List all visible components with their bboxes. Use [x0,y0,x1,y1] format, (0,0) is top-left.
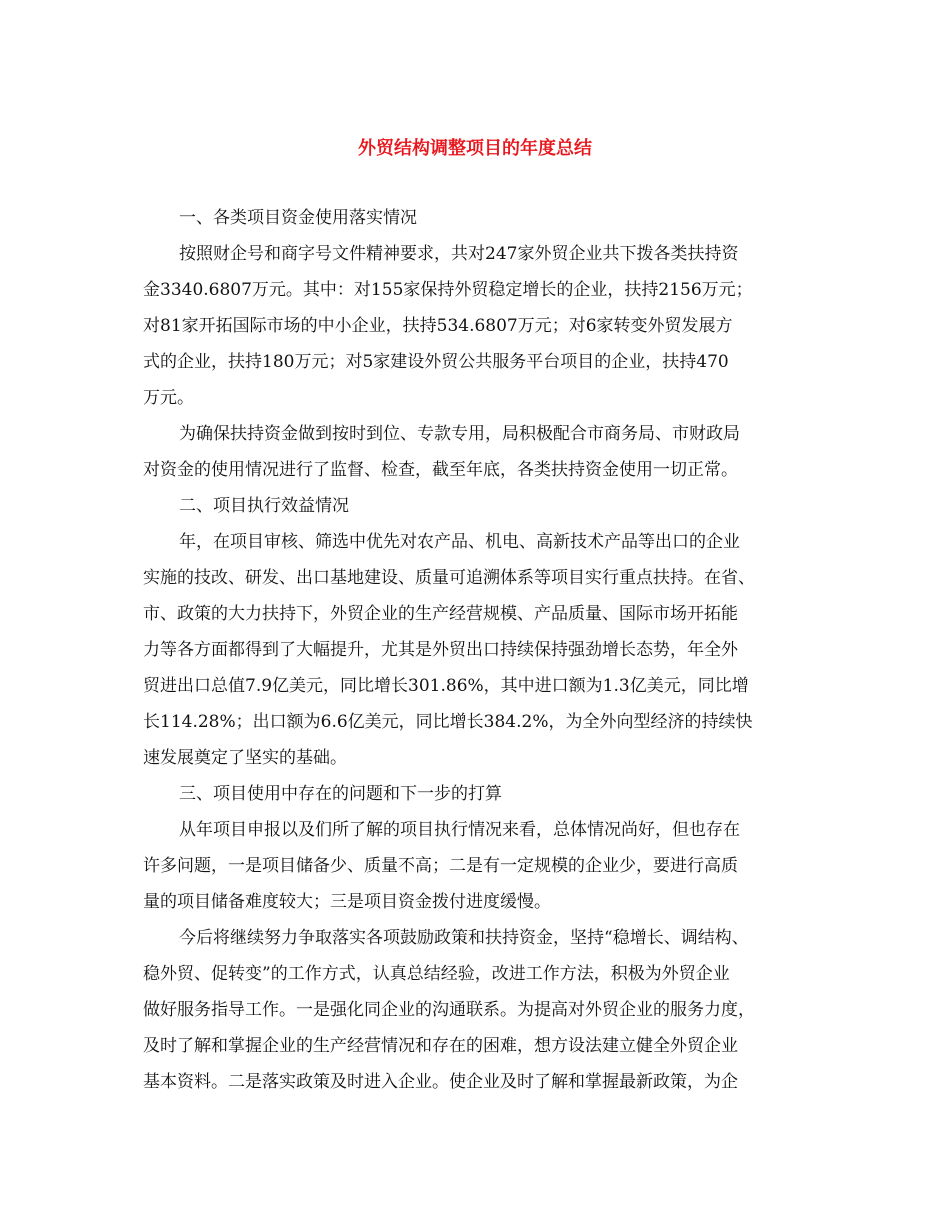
paragraph-problems: 从年项目申报以及们所了解的项目执行情况来看，总体情况尚好，但也存在 许多问题，一是项目储备少、质量不高；二是有一定规模的企业少，要进行高质 量的项目储备难度较大；三是项目资金拨付进度缓慢。 [143,820,740,912]
paragraph-next-steps: 今后将继续努力争取落实各项鼓励政策和扶持资金，坚持“稳增长、调结构、 稳外贸、促转变”的工作方式，认真总结经验，改进工作方法，积极为外贸企业 做好服务指导工作。一是强化同企业的沟通联系。为提高对外贸企业的服务力度， 及时了解和掌握企业的生产经营情况和存在的困难，想方设法建立健全外贸企业 基本资料。二是落实政策及时进入企业。使企业及时了解和掌握最新政策，为企 [143,928,755,1092]
section-heading-2: 二、项目执行效益情况 [179,496,349,516]
paragraph-project-results: 年，在项目审核、筛选中优先对农产品、机电、高新技术产品等出口的企业 实施的技改、研发、出口基地建设、质量可追溯体系等项目实行重点扶持。在省、 市、政策的大力扶持下，外贸企业的生产经营规模、产品质量、国际市场开拓能 力等各方面都得到了大幅提升，尤其是外贸出口持续保持强劲增长态势，年全外 贸进出口总值7.9亿美元，同比增长301.86%，其中进口额为1.3亿美元，同比增 长114.28%；出口额为6.6亿美元，同比增长384.2%，为全外向型经济的持续快 速发展奠定了坚实的基础。 [143,532,755,768]
section-heading-3: 三、项目使用中存在的问题和下一步的打算 [179,784,502,804]
section-heading-1: 一、各类项目资金使用落实情况 [179,208,417,228]
document-body [143,200,813,1100]
document-title: 外贸结构调整项目的年度总结 [358,138,592,159]
paragraph-fund-supervision: 为确保扶持资金做到按时到位、专款专用，局积极配合市商务局、市财政局 对资金的使用情况进行了监督、检查，截至年底，各类扶持资金使用一切正常。 [143,424,740,480]
paragraph-funding-allocation: 按照财企号和商字号文件精神要求，共对247家外贸企业共下拨各类扶持资 金3340.6807万元。其中：对155家保持外贸稳定增长的企业，扶持2156万元； 对81家开拓国际市场的中小企业，扶持534.6807万元；对6家转变外贸发展方 式的企业，扶持180万元；对5家建设外贸公共服务平台项目的企业，扶持470 万元。 [143,244,753,408]
